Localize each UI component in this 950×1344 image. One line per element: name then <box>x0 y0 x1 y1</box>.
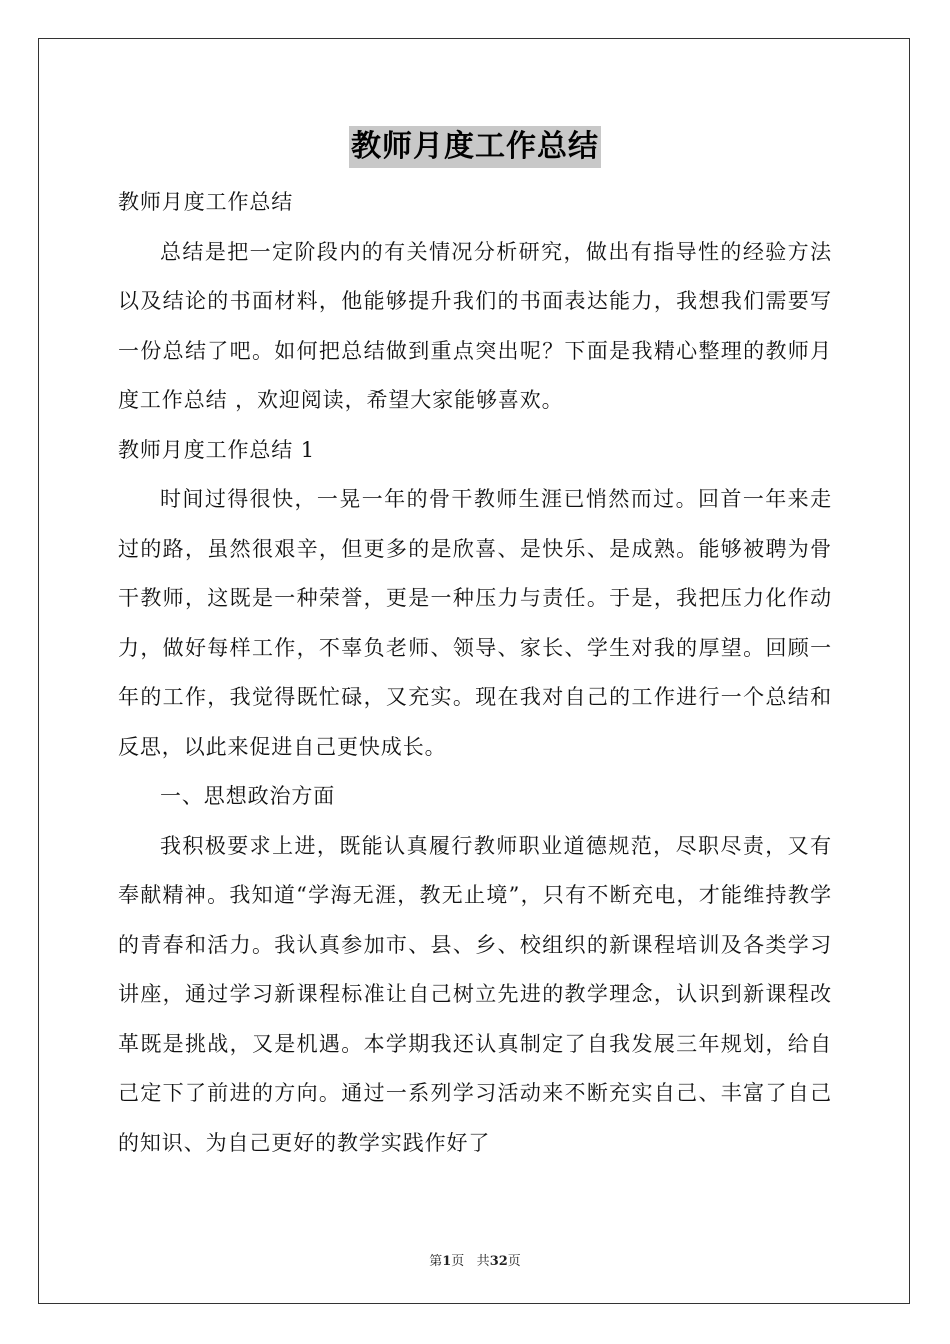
document-body <box>118 178 832 1168</box>
title-wrap <box>0 126 950 168</box>
page-suffix: 页 <box>451 1254 465 1269</box>
total-suffix: 页 <box>507 1254 521 1269</box>
paragraph: 时间过得很快，一晃一年的骨干教师生涯已悄然而过。回首一年来走过的路，虽然很艰辛，但更多的是欣喜、是快乐、是成熟。能够被聘为骨干教师，这既是一种荣誉，更是一种压力与责任。于是，我把压力化作动力，做好每样工作，不辜负老师、领导、家长、学生对我的厚望。回顾一年的工作，我觉得既忙碌，又充实。现在我对自己的工作进行一个总结和反思，以此来促进自己更快成长。 <box>118 487 832 759</box>
section-heading: 一、思想政治方面 <box>160 784 336 808</box>
paragraph: 我积极要求上进，既能认真履行教师职业道德规范，尽职尽责，又有奉献精神。我知道“学海无涯，教无止境”，只有不断充电，才能维持教学的青春和活力。我认真参加市、县、乡、校组织的新课程培训及各类学习讲座，通过学习新课程标准让自己树立先进的教学理念，认识到新课程改革既是挑战，又是机遇。本学期我还认真制定了自我发展三年规划，给自己定下了前进的方向。通过一系列学习活动来不断充实自己、丰富了自己的知识、为自己更好的教学实践作好了 <box>118 833 832 1155</box>
total-prefix: 共 <box>476 1254 490 1269</box>
paragraph: 总结是把一定阶段内的有关情况分析研究，做出有指导性的经验方法以及结论的书面材料，他能够提升我们的书面表达能力，我想我们需要写一份总结了吧。如何把总结做到重点突出呢？下面是我精心整理的教师月度工作总结 ，欢迎阅读，希望大家能够喜欢。 <box>118 239 832 412</box>
total-pages: 32 <box>489 1254 508 1269</box>
page-number: 1 <box>442 1254 452 1269</box>
page-footer <box>0 1250 950 1269</box>
document-title: 教师月度工作总结 <box>349 126 601 168</box>
paragraph: 教师月度工作总结 1 <box>118 437 316 462</box>
page-prefix: 第 <box>429 1254 443 1269</box>
paragraph: 教师月度工作总结 <box>118 190 294 214</box>
